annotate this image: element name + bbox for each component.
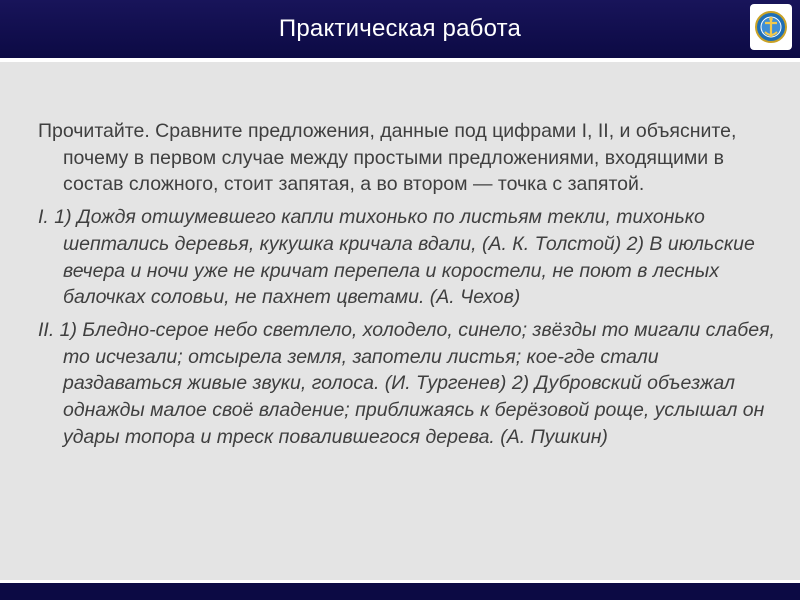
emblem-icon xyxy=(750,4,792,50)
text-content xyxy=(38,118,778,456)
header-divider xyxy=(0,58,800,62)
footer-bar xyxy=(0,583,800,600)
task-paragraph: Прочитайте. Сравните предложения, данные под цифрами I, II, и объясните, почему в первом случае между простыми предложениями, входящими в состав сложного, стоит запятая, а во втором — точка с запятой. xyxy=(38,120,737,196)
example-group-two: II. 1) Бледно-серое небо светлело, холодело, синело; звёзды то мигали слабея, то исчезали; отсырела земля, запотели листья; кое-где стали раздаваться живые звуки, голоса. (И. Тургенев) 2) Дубровский объезжал однажды малое своё владение; приближаясь к берёзовой роще, услышал он удары топора и треск повалившегося дерева. (А. Пушкин) xyxy=(38,318,775,448)
example-group-one: I. 1) Дождя отшумевшего капли тихонько по листьям текли, тихонько шептались деревья, кукушка кричала вдали, (А. К. Толстой) 2) В июльские вечера и ночи уже не кричат перепела и коростели, не поют в лесных балочках соловьи, не пахнет цветами. (А. Чехов) xyxy=(38,206,755,309)
slide-title: Практическая работа xyxy=(278,15,522,42)
